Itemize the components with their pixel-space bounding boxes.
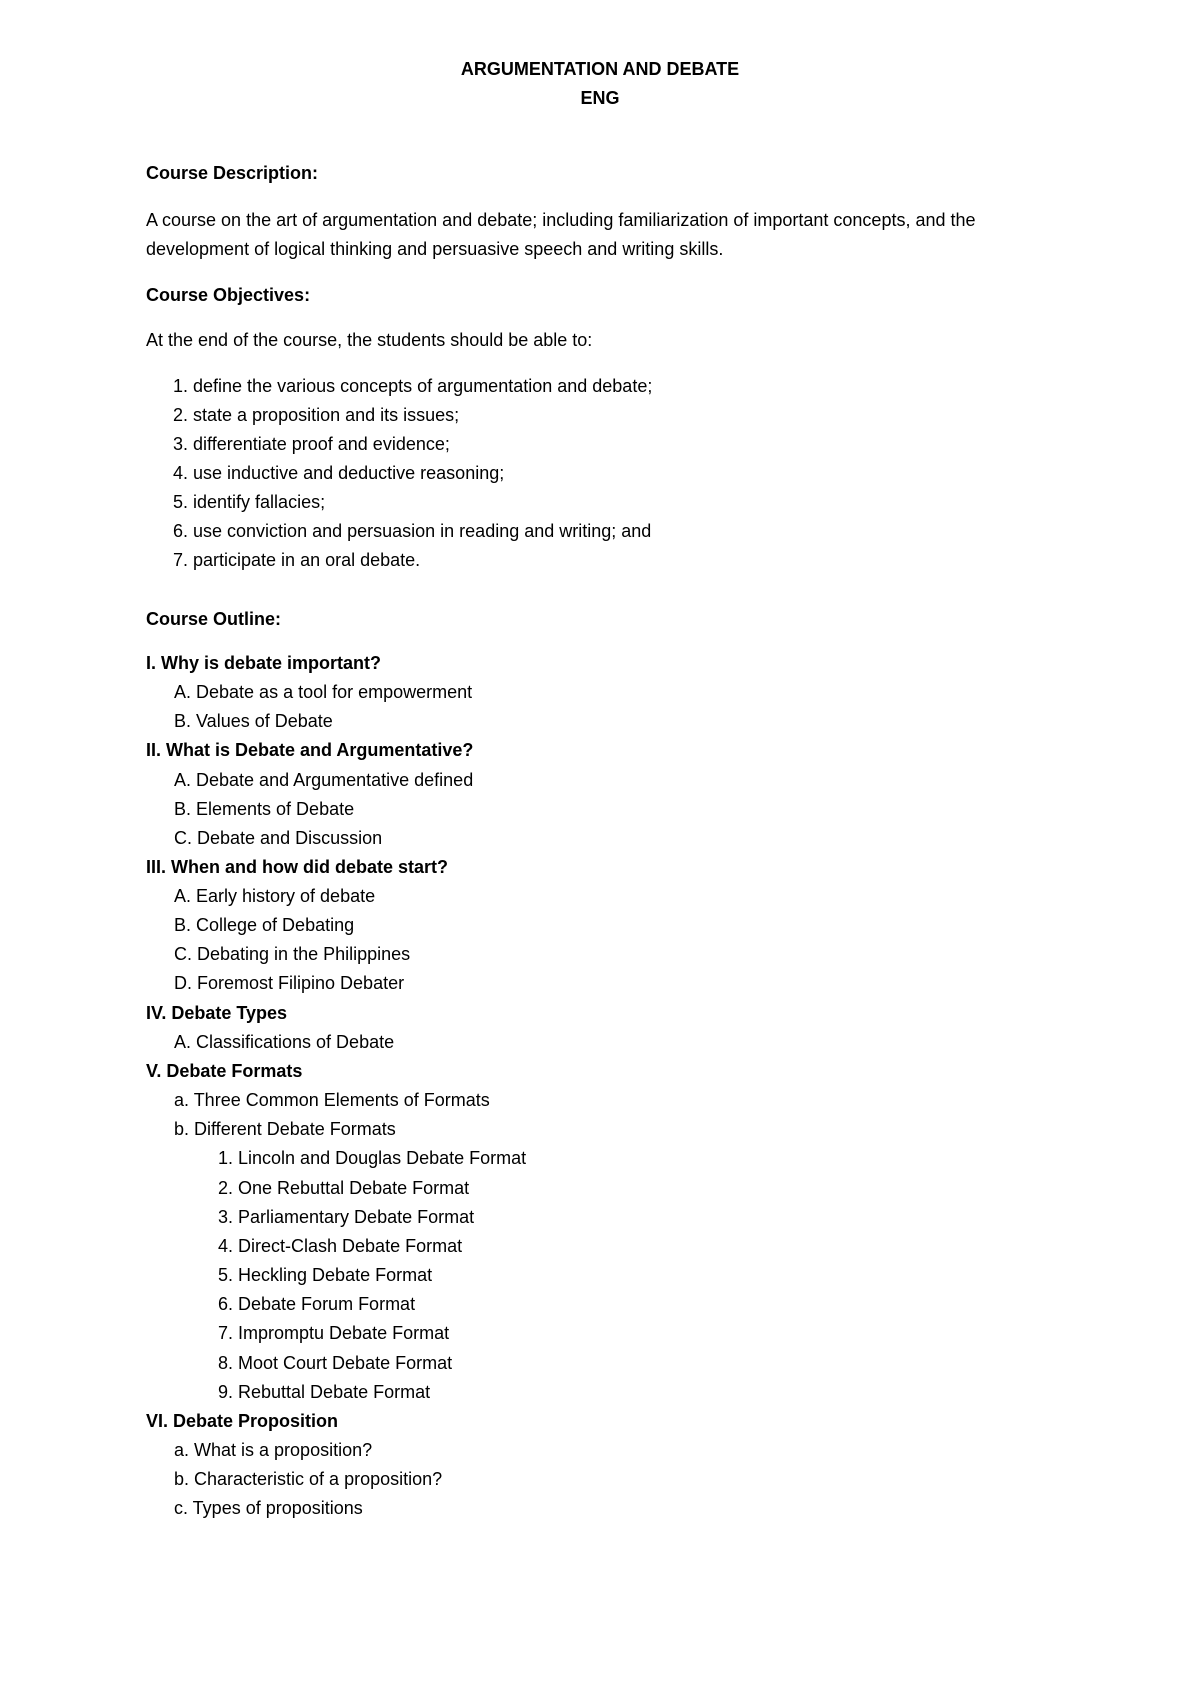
- outline-section-title: I. Why is debate important?: [146, 653, 382, 673]
- outline-subitem: 2. One Rebuttal Debate Format: [218, 1178, 470, 1198]
- outline-item: C. Debate and Discussion: [174, 828, 383, 848]
- outline-item: A. Early history of debate: [174, 886, 376, 906]
- outline-item: c. Types of propositions: [174, 1498, 363, 1518]
- objective-item: 7. participate in an oral debate.: [173, 550, 421, 570]
- objective-item: 3. differentiate proof and evidence;: [173, 434, 450, 454]
- objectives-intro: At the end of the course, the students should be able to:: [146, 330, 593, 350]
- outline-subitem: 6. Debate Forum Format: [218, 1294, 416, 1314]
- outline-item: b. Different Debate Formats: [174, 1119, 396, 1139]
- outline-item: A. Debate as a tool for empowerment: [174, 682, 473, 702]
- outline-subitem: 8. Moot Court Debate Format: [218, 1353, 453, 1373]
- outline-item: B. Values of Debate: [174, 711, 333, 731]
- description-heading: Course Description:: [146, 163, 319, 183]
- outline-heading: Course Outline:: [146, 609, 282, 629]
- description-text-line-1: A course on the art of argumentation and debate; including familiarization of important concepts, and the: [146, 210, 976, 230]
- objective-item: 4. use inductive and deductive reasoning;: [173, 463, 505, 483]
- outline-item: B. Elements of Debate: [174, 799, 355, 819]
- outline-subitem: 1. Lincoln and Douglas Debate Format: [218, 1148, 527, 1168]
- outline-section-title: II. What is Debate and Argumentative?: [146, 740, 474, 760]
- outline-section-title: V. Debate Formats: [146, 1061, 303, 1081]
- objective-item: 6. use conviction and persuasion in reading and writing; and: [173, 521, 652, 541]
- outline-subitem: 7. Impromptu Debate Format: [218, 1323, 450, 1343]
- outline-item: B. College of Debating: [174, 915, 355, 935]
- outline-subitem: 3. Parliamentary Debate Format: [218, 1207, 475, 1227]
- description-text-line-2: development of logical thinking and persuasive speech and writing skills.: [146, 239, 724, 259]
- outline-item: a. What is a proposition?: [174, 1440, 373, 1460]
- outline-subitem: 4. Direct-Clash Debate Format: [218, 1236, 463, 1256]
- document-subtitle: ENG: [580, 88, 620, 108]
- objective-item: 1. define the various concepts of argumentation and debate;: [173, 376, 653, 396]
- outline-item: A. Classifications of Debate: [174, 1032, 395, 1052]
- outline-subitem: 9. Rebuttal Debate Format: [218, 1382, 431, 1402]
- outline-item: C. Debating in the Philippines: [174, 944, 411, 964]
- document-title: ARGUMENTATION AND DEBATE: [460, 59, 740, 79]
- outline-section-title: VI. Debate Proposition: [146, 1411, 339, 1431]
- outline-subitem: 5. Heckling Debate Format: [218, 1265, 433, 1285]
- outline-item: D. Foremost Filipino Debater: [174, 973, 405, 993]
- outline-item: A. Debate and Argumentative defined: [174, 770, 474, 790]
- outline-section-title: IV. Debate Types: [146, 1003, 288, 1023]
- objective-item: 5. identify fallacies;: [173, 492, 326, 512]
- objectives-heading: Course Objectives:: [146, 285, 311, 305]
- outline-section-title: III. When and how did debate start?: [146, 857, 449, 877]
- outline-item: b. Characteristic of a proposition?: [174, 1469, 443, 1489]
- objective-item: 2. state a proposition and its issues;: [173, 405, 460, 425]
- outline-item: a. Three Common Elements of Formats: [174, 1090, 490, 1110]
